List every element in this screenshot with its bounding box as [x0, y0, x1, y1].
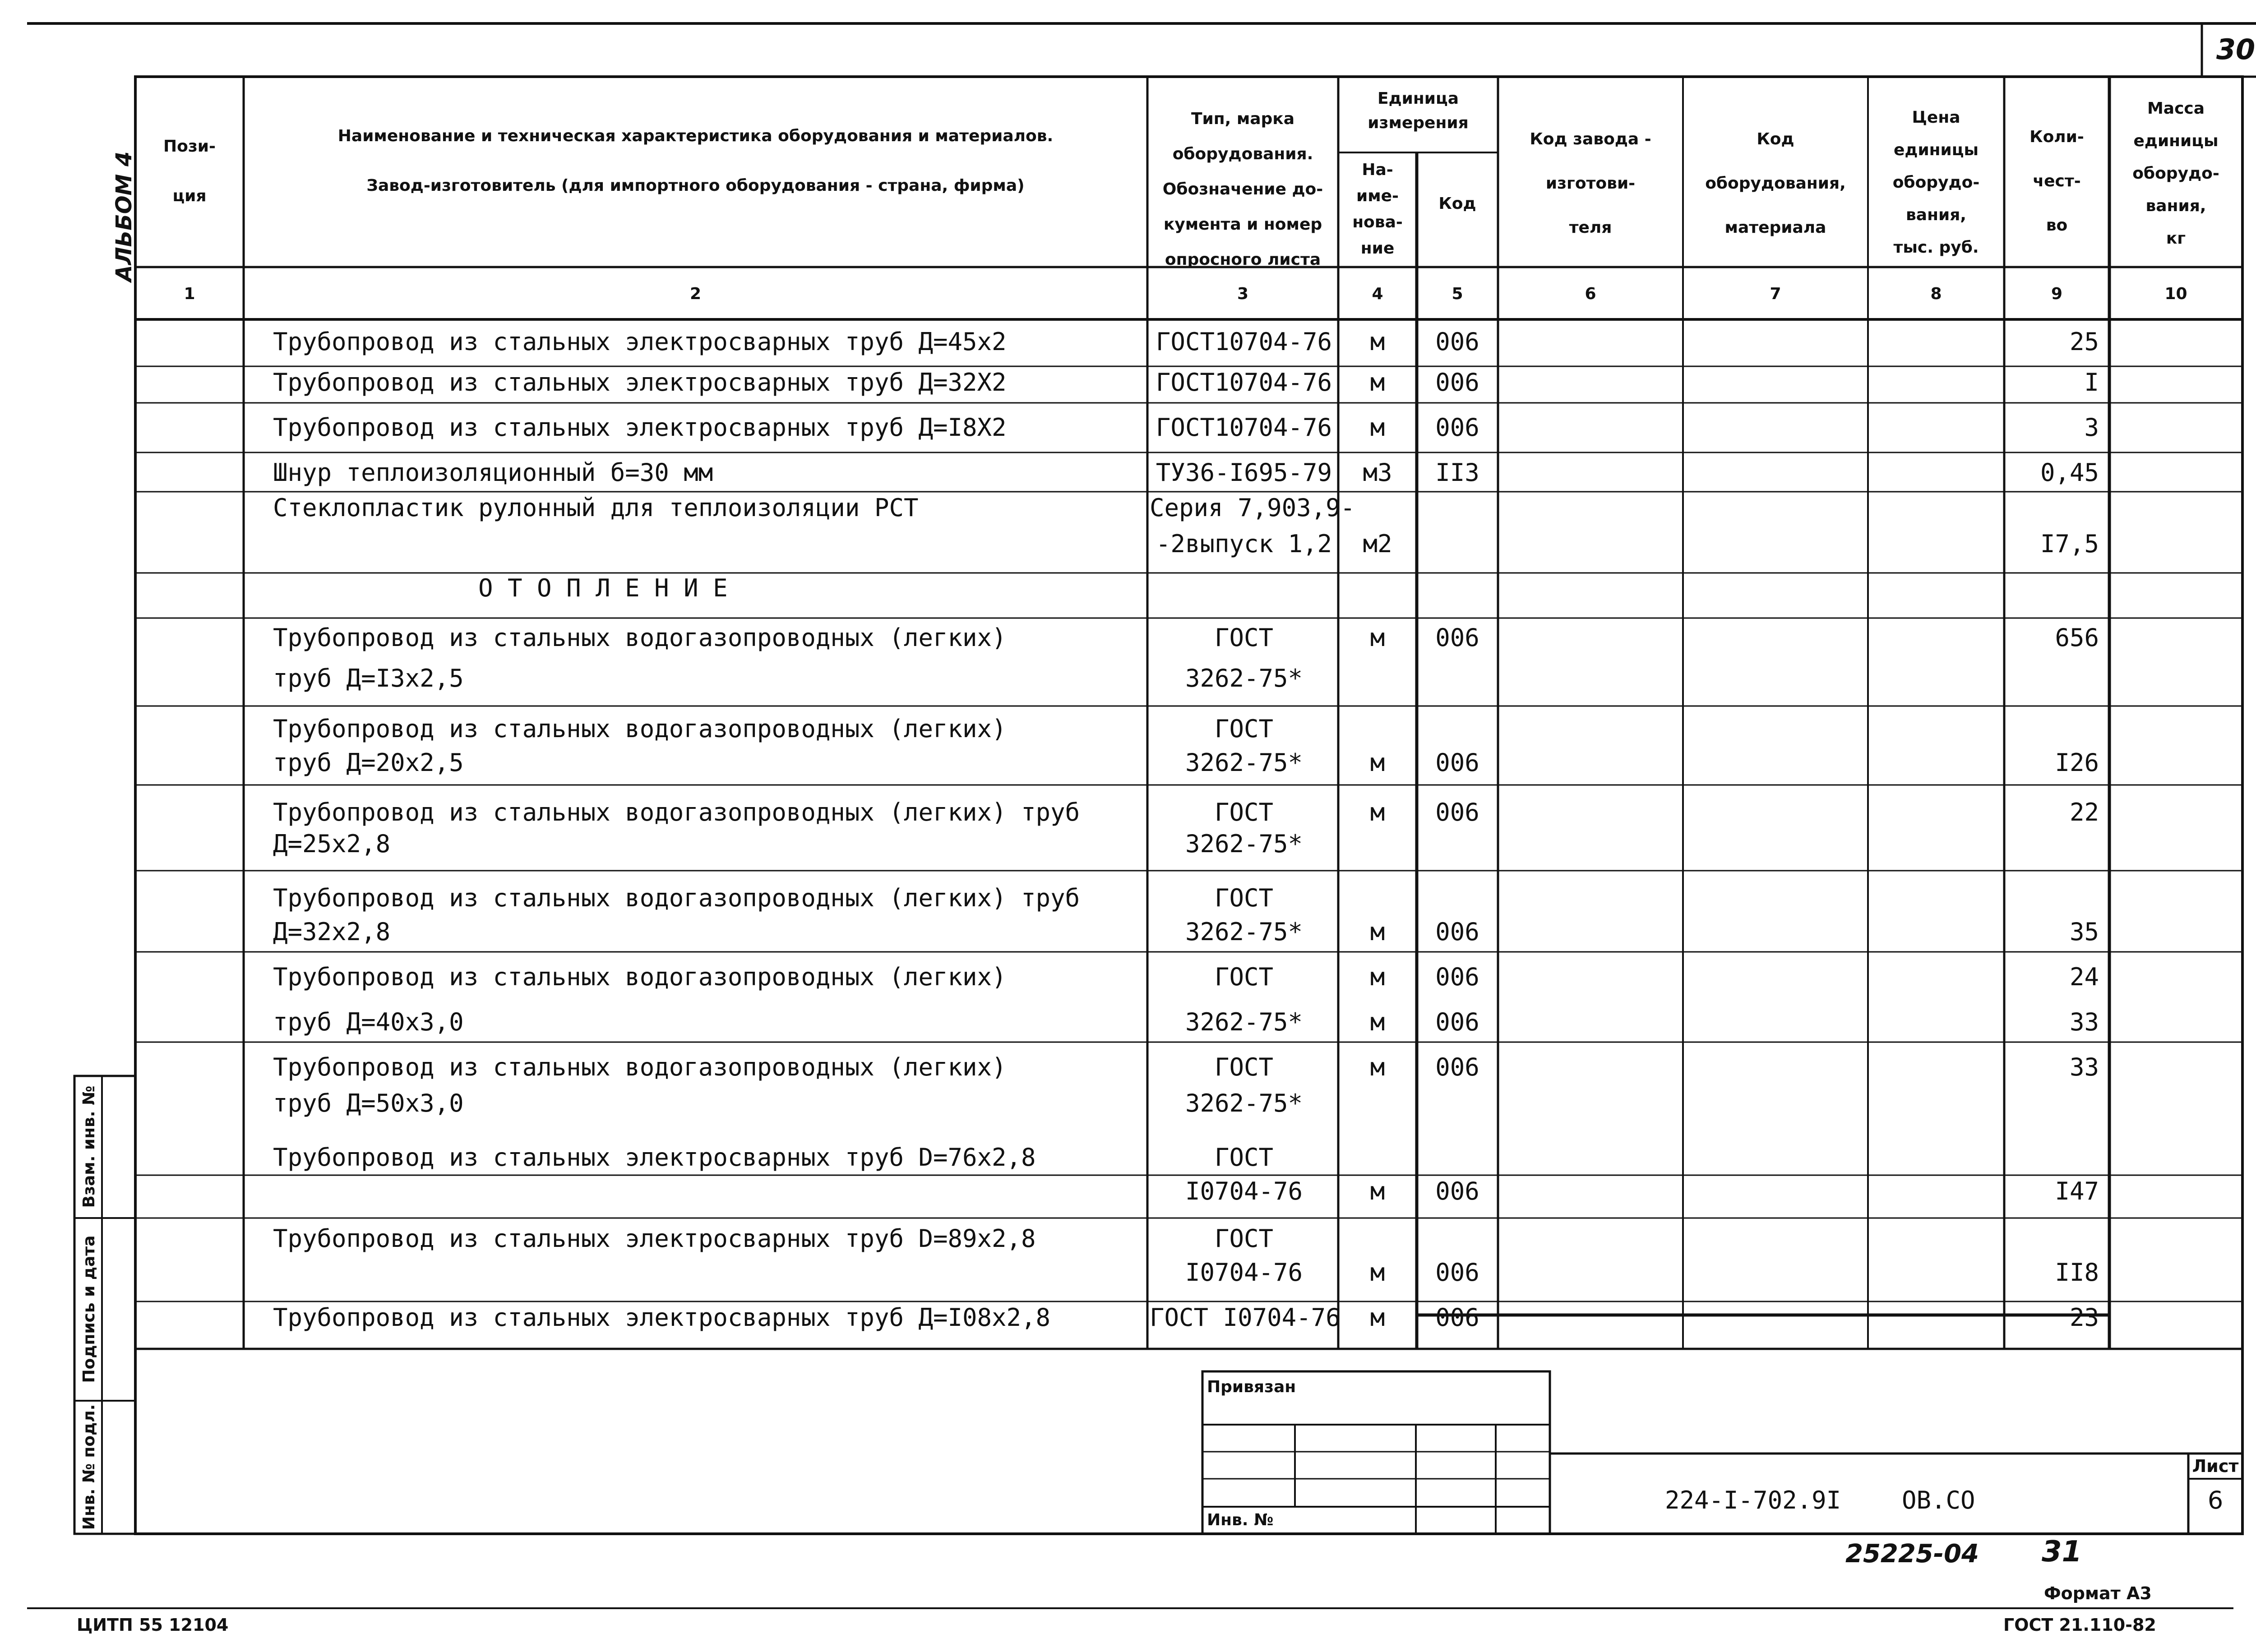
row-unit: м: [1370, 413, 1385, 442]
row-unit-code: 006: [1435, 748, 1479, 777]
row-document: ГОСТ10704-76: [1156, 368, 1332, 397]
row-unit-code: II3: [1435, 458, 1479, 487]
document-code: 224-I-702.9I: [1665, 1486, 1841, 1514]
row-document: 3262-75*: [1185, 918, 1303, 946]
row-quantity: I47: [2055, 1177, 2099, 1205]
document-suffix: ОВ.СО: [1902, 1486, 1975, 1514]
row-document: 3262-75*: [1185, 664, 1303, 692]
row-unit-code: 006: [1435, 413, 1479, 442]
row-name: Трубопровод из стальных водогазопроводных (легких): [273, 963, 1007, 991]
row-unit: м: [1370, 798, 1385, 826]
col-number: 5: [1452, 285, 1463, 303]
row-quantity: 656: [2055, 623, 2099, 652]
row-quantity: II8: [2055, 1258, 2099, 1287]
row-unit: м: [1370, 623, 1385, 652]
col-number: 6: [1585, 285, 1596, 303]
row-name: Трубопровод из стальных водогазопроводных (легких): [273, 1053, 1007, 1081]
row-document: ГОСТ: [1214, 1143, 1274, 1172]
col-number: 7: [1770, 285, 1781, 303]
row-unit-code: 006: [1435, 623, 1479, 652]
privyazan-label: Привязан: [1207, 1378, 1296, 1396]
row-unit-code: 006: [1435, 1008, 1479, 1036]
row-document: 3262-75*: [1185, 1089, 1303, 1117]
row-quantity: I7,5: [2040, 530, 2099, 558]
header-unit-price: Цена единицы оборудо- вания, тыс. руб.: [1892, 108, 1980, 257]
row-unit-code: 006: [1435, 1177, 1479, 1205]
header-unit-mass: Масса единицы оборудо- вания, кг: [2132, 99, 2219, 248]
row-document: ГОСТ10704-76: [1156, 328, 1332, 356]
header-name-line1: Наименование и техническая характеристика оборудования и материалов.: [337, 127, 1054, 145]
row-name: Трубопровод из стальных водогазопроводных (легких) труб: [273, 884, 1080, 912]
row-name: Трубопровод из стальных электросварных труб Д=I8Х2: [273, 413, 1007, 442]
col-number: 8: [1930, 285, 1942, 303]
col-number: 4: [1372, 285, 1383, 303]
row-document: 3262-75*: [1185, 748, 1303, 777]
row-name: Стеклопластик рулонный для теплоизоляции РСТ: [273, 494, 919, 522]
row-quantity: 0,45: [2040, 458, 2099, 487]
col-number: 2: [689, 285, 702, 303]
col-number: 3: [1237, 285, 1249, 303]
row-unit-code: 006: [1435, 368, 1479, 397]
row-document: I0704-76: [1185, 1177, 1303, 1205]
row-unit: м3: [1363, 458, 1392, 487]
row-document: ГОСТ: [1214, 1053, 1274, 1081]
row-name: труб Д=20х2,5: [273, 748, 464, 777]
row-quantity: 23: [2069, 1303, 2099, 1332]
row-document: ГОСТ10704-76: [1156, 413, 1332, 442]
row-document: ГОСТ: [1214, 1224, 1274, 1253]
row-quantity: 33: [2069, 1008, 2099, 1036]
sheet-handwritten-number: 30: [2216, 33, 2256, 66]
row-unit: м: [1370, 918, 1385, 946]
row-name: Трубопровод из стальных водогазопроводных (легких): [273, 623, 1007, 652]
row-unit: м: [1370, 1008, 1385, 1036]
row-unit-code: 006: [1435, 918, 1479, 946]
row-document: I0704-76: [1185, 1258, 1303, 1287]
header-type-doc: Тип, марка оборудования. Обозначение до- кумента и номер опросного листа: [1162, 110, 1323, 269]
row-quantity: 22: [2069, 798, 2099, 826]
inv-number-label: Инв. №: [1207, 1511, 1274, 1529]
col-number: 10: [2164, 285, 2187, 303]
row-document: ГОСТ I0704-76: [1150, 1303, 1341, 1332]
stamp-vzam-inv: Взам. инв. №: [80, 1085, 98, 1208]
row-quantity: 3: [2084, 413, 2099, 442]
row-quantity: 24: [2069, 963, 2099, 991]
row-unit: м2: [1363, 530, 1392, 558]
row-unit: м: [1370, 1053, 1385, 1081]
row-document: ГОСТ: [1214, 798, 1274, 826]
citp-label: ЦИТП 55 12104: [77, 1615, 229, 1635]
header-equipment-code: Код оборудования, материала: [1705, 130, 1846, 237]
row-name: Трубопровод из стальных электросварных труб Д=I08х2,8: [273, 1303, 1051, 1332]
row-name: Трубопровод из стальных водогазопроводных (легких) труб: [273, 798, 1080, 826]
row-name: Трубопровод из стальных электросварных труб Д=45х2: [273, 328, 1007, 356]
col-number: 1: [184, 285, 195, 303]
row-document: ГОСТ: [1214, 715, 1274, 743]
row-name: Д=32х2,8: [273, 918, 391, 946]
row-name: Д=25х2,8: [273, 830, 391, 858]
row-document: ТУ36-I695-79: [1156, 458, 1332, 487]
row-document: ГОСТ: [1214, 623, 1274, 652]
row-document: -2выпуск 1,2: [1156, 530, 1332, 558]
row-unit-code: 006: [1435, 1303, 1479, 1332]
header-quantity: Коли- чест- во: [2029, 128, 2084, 235]
row-document: 3262-75*: [1185, 1008, 1303, 1036]
sheet-label: Лист: [2192, 1456, 2239, 1476]
sheet-number: 6: [2207, 1486, 2224, 1514]
row-unit-code: 006: [1435, 1053, 1479, 1081]
header-unit-name: На- име- нова- ние: [1352, 161, 1403, 258]
row-quantity: I: [2084, 368, 2099, 397]
row-unit-code: 006: [1435, 1258, 1479, 1287]
col-number: 9: [2051, 285, 2063, 303]
row-unit: м: [1370, 368, 1385, 397]
row-unit: м: [1370, 1303, 1385, 1332]
row-quantity: 25: [2069, 328, 2099, 356]
row-unit-code: 006: [1435, 798, 1479, 826]
row-name: труб Д=40х3,0: [273, 1008, 464, 1036]
row-unit: м: [1370, 328, 1385, 356]
row-document: Серия 7,903,9-: [1150, 494, 1355, 522]
stamp-signature-date: Подпись и дата: [80, 1235, 98, 1383]
row-quantity: 35: [2069, 918, 2099, 946]
row-name: Трубопровод из стальных водогазопроводных (легких): [273, 715, 1007, 743]
row-name: О Т О П Л Е Н И Е: [478, 574, 728, 602]
stamp-inv-podl: Инв. № подл.: [80, 1404, 98, 1530]
header-position: Пози- ция: [163, 137, 216, 205]
row-unit: м: [1370, 1258, 1385, 1287]
archive-code: 25225-04: [1845, 1539, 1979, 1569]
header-name-line2: Завод-изготовитель (для импортного оборудования - страна, фирма): [366, 176, 1025, 195]
gost-label: ГОСТ 21.110-82: [2003, 1615, 2156, 1635]
row-unit-code: 006: [1435, 963, 1479, 991]
row-name: Трубопровод из стальных электросварных труб D=89х2,8: [273, 1224, 1036, 1253]
row-quantity: 33: [2069, 1053, 2099, 1081]
header-unit-code: Код: [1438, 194, 1476, 213]
row-name: труб Д=I3х2,5: [273, 664, 464, 692]
header-unit-group: Единица измерения: [1368, 89, 1469, 132]
row-name: труб Д=50х3,0: [273, 1089, 464, 1117]
row-document: ГОСТ: [1214, 884, 1274, 912]
row-document: 3262-75*: [1185, 830, 1303, 858]
row-name: Трубопровод из стальных электросварных труб Д=32Х2: [273, 368, 1007, 397]
row-unit: м: [1370, 1177, 1385, 1205]
header-manufacturer-code: Код завода - изготови- теля: [1530, 130, 1651, 237]
row-quantity: I26: [2055, 748, 2099, 777]
row-unit: м: [1370, 748, 1385, 777]
album-label: АЛЬБОМ 4: [111, 151, 137, 282]
row-unit-code: 006: [1435, 328, 1479, 356]
row-name: Трубопровод из стальных электросварных труб D=76х2,8: [273, 1143, 1036, 1172]
archive-page: 31: [2042, 1535, 2082, 1569]
row-name: Шнур теплоизоляционный б=30 мм: [273, 458, 713, 487]
row-unit: м: [1370, 963, 1385, 991]
format-label: Формат А3: [2044, 1583, 2152, 1603]
row-document: ГОСТ: [1214, 963, 1274, 991]
